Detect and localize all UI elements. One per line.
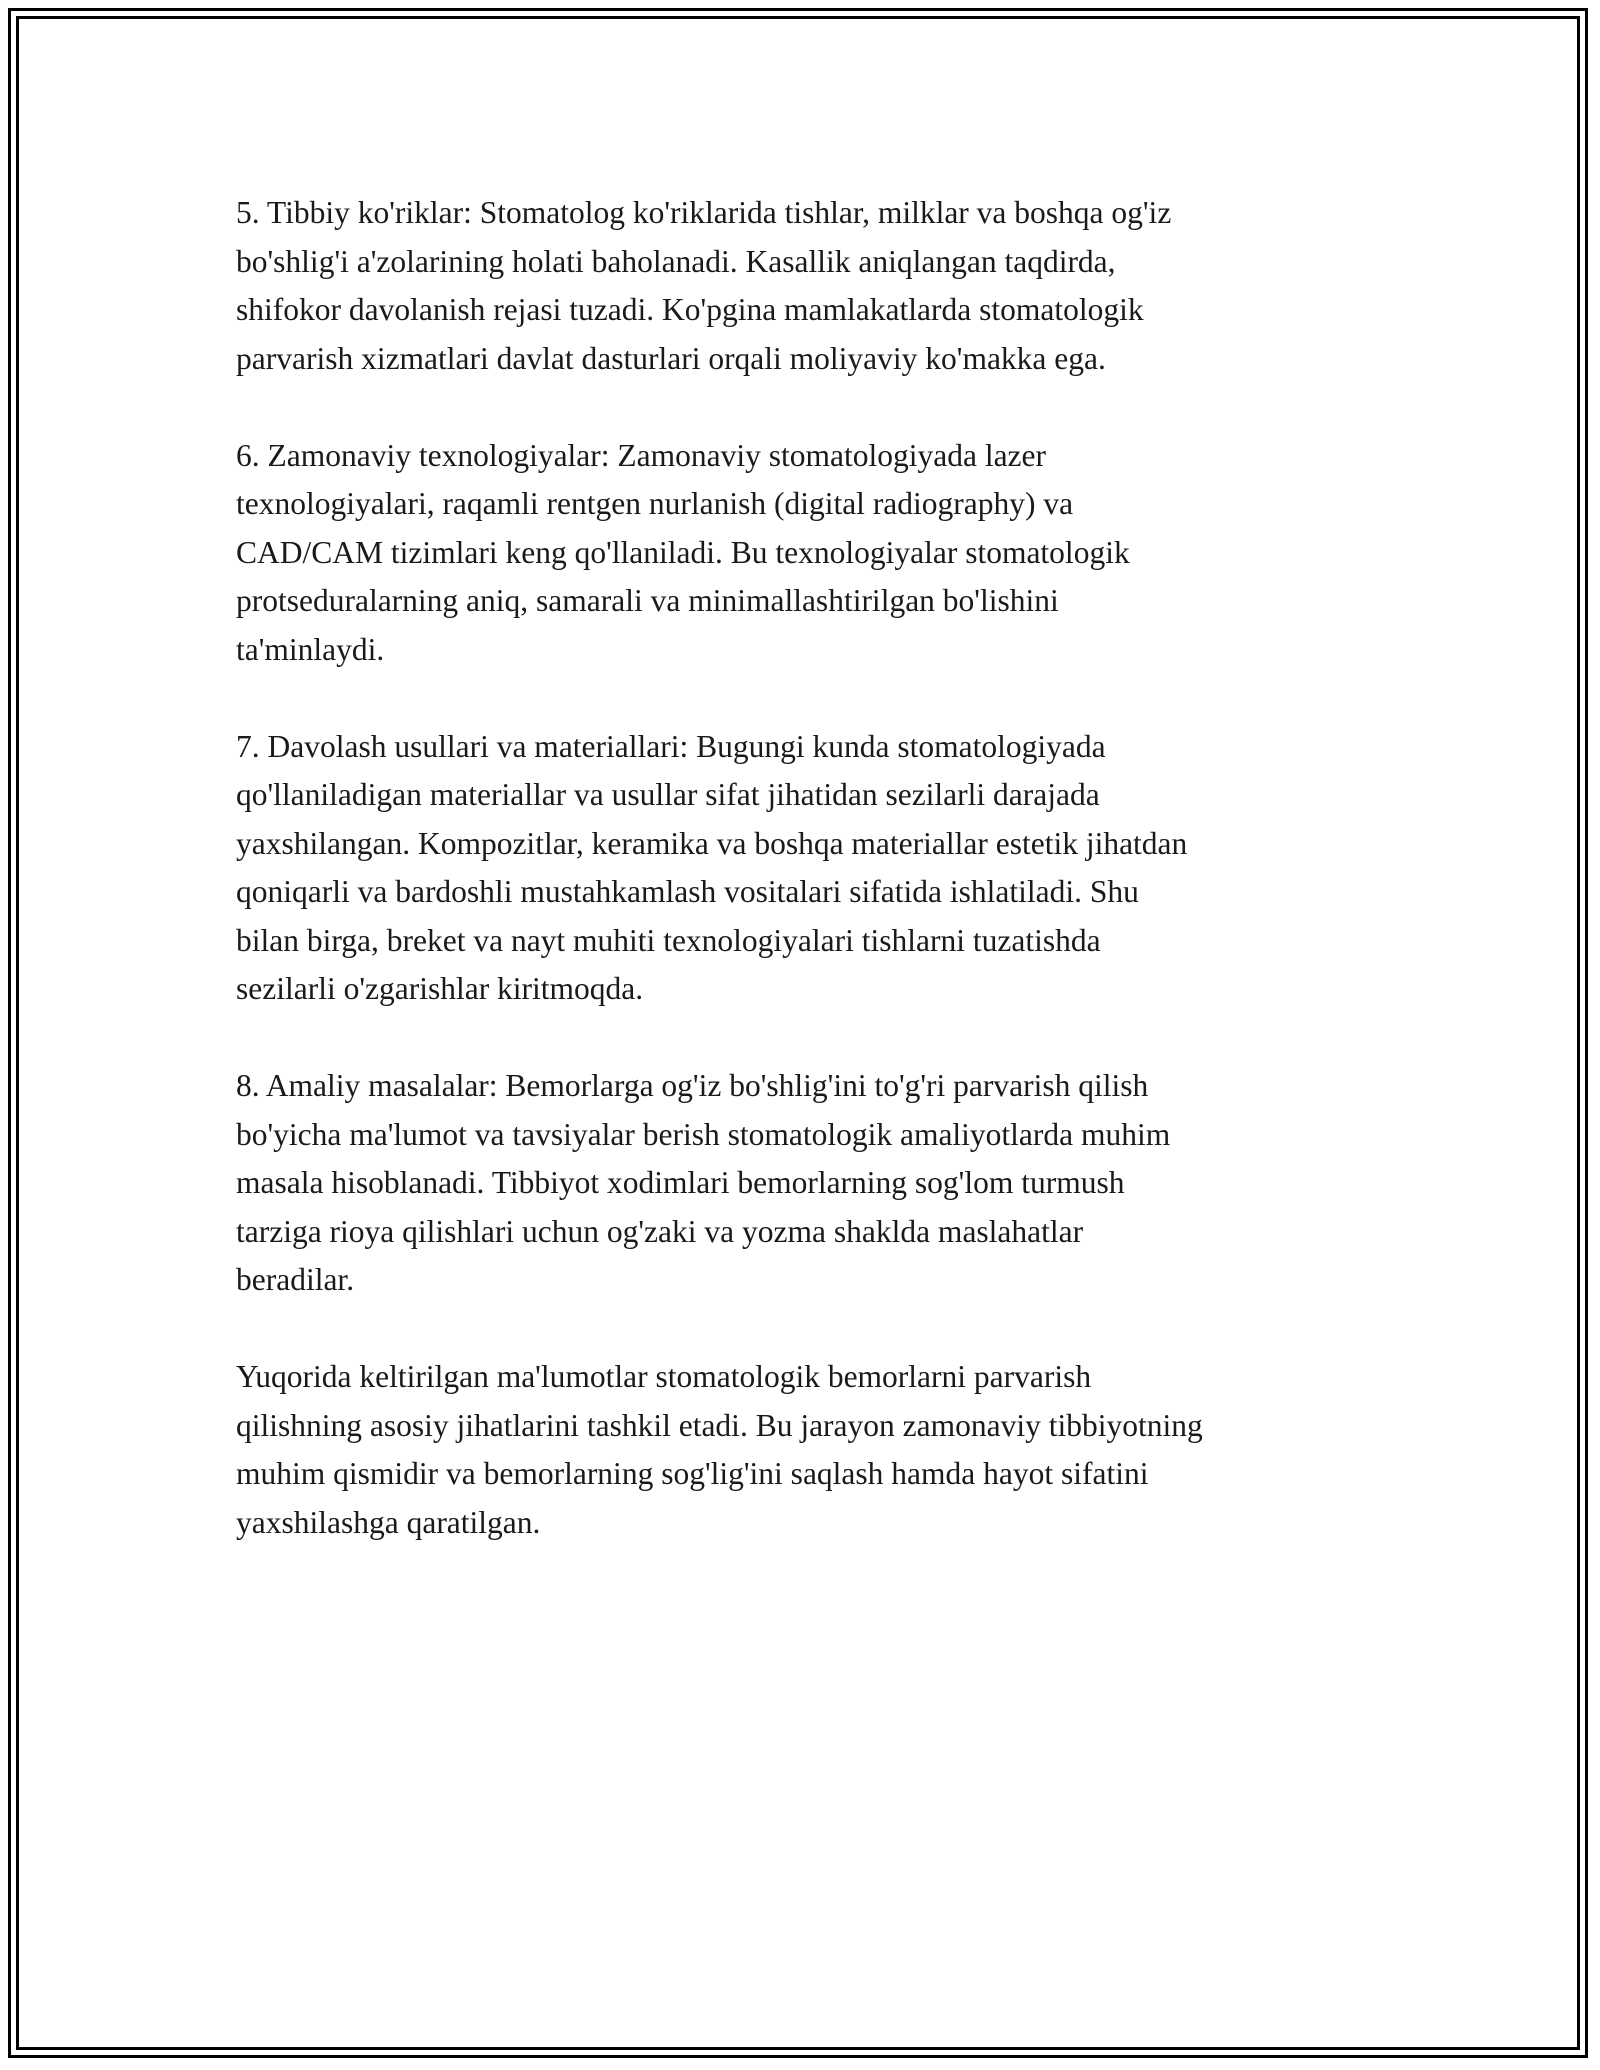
text-line: texnologiyalari, raqamli rentgen nurlanish (digital radiography) va bbox=[236, 486, 1074, 521]
text-line: bo'yicha ma'lumot va tavsiyalar berish stomatologik amaliyotlarda muhim bbox=[236, 1116, 1171, 1152]
text-line: qoniqarli va bardoshli mustahkamlash vositalari sifatida ishlatiladi. Shu bbox=[236, 874, 1139, 909]
paragraph-conclusion bbox=[236, 1353, 1366, 1547]
paragraph-tibbiy-koriklar bbox=[236, 189, 1366, 383]
text-line: 7. Davolash usullari va materiallari: Bugungi kunda stomatologiyada bbox=[236, 728, 1106, 764]
text-line: 5. Tibbiy ko'riklar: Stomatolog ko'riklarida tishlar, milklar va boshqa og'iz bbox=[236, 195, 1172, 230]
text-line: protseduralarning aniq, samarali va minimallashtirilgan bo'lishini bbox=[236, 583, 1059, 618]
text-line: qo'llaniladigan materiallar va usullar sifat jihatidan sezilarli darajada bbox=[236, 777, 1100, 812]
text-line: qilishning asosiy jihatlarini tashkil etadi. Bu jarayon zamonaviy tibbiyotning bbox=[236, 1407, 1203, 1443]
text-line: Yuqorida keltirilgan ma'lumotlar stomatologik bemorlarni parvarish bbox=[236, 1359, 1092, 1394]
text-line: shifokor davolanish rejasi tuzadi. Ko'pgina mamlakatlarda stomatologik bbox=[236, 292, 1144, 327]
text-line: masala hisoblanadi. Tibbiyot xodimlari bemorlarning sog'lom turmush bbox=[236, 1165, 1125, 1200]
text-line: sezilarli o'zgarishlar kiritmoqda. bbox=[236, 971, 644, 1006]
text-line: bo'shlig'i a'zolarining holati baholanadi. Kasallik aniqlangan taqdirda, bbox=[236, 243, 1116, 279]
document-body bbox=[236, 189, 1366, 1547]
text-line: beradilar. bbox=[236, 1262, 355, 1297]
text-line: yaxshilashga qaratilgan. bbox=[236, 1504, 541, 1540]
paragraph-zamonaviy-texnologiyalar bbox=[236, 432, 1366, 675]
text-line: yaxshilangan. Kompozitlar, keramika va boshqa materiallar estetik jihatdan bbox=[236, 825, 1188, 861]
text-line: tarziga rioya qilishlari uchun og'zaki va yozma shaklda maslahatlar bbox=[236, 1213, 1084, 1249]
text-line: parvarish xizmatlari davlat dasturlari orqali moliyaviy ko'makka ega. bbox=[236, 340, 1106, 376]
text-line: 8. Amaliy masalalar: Bemorlarga og'iz bo'shlig'ini to'g'ri parvarish qilish bbox=[236, 1068, 1149, 1103]
text-line: 6. Zamonaviy texnologiyalar: Zamonaviy stomatologiyada lazer bbox=[236, 437, 1047, 473]
paragraph-amaliy-masalalar bbox=[236, 1062, 1366, 1305]
text-line: bilan birga, breket va nayt muhiti texnologiyalari tishlarni tuzatishda bbox=[236, 922, 1101, 958]
text-line: CAD/CAM tizimlari keng qo'llaniladi. Bu texnologiyalar stomatologik bbox=[236, 534, 1130, 570]
text-line: ta'minlaydi. bbox=[236, 631, 385, 667]
paragraph-davolash-usullari bbox=[236, 723, 1366, 1014]
text-line: muhim qismidir va bemorlarning sog'lig'ini saqlash hamda hayot sifatini bbox=[236, 1456, 1149, 1491]
